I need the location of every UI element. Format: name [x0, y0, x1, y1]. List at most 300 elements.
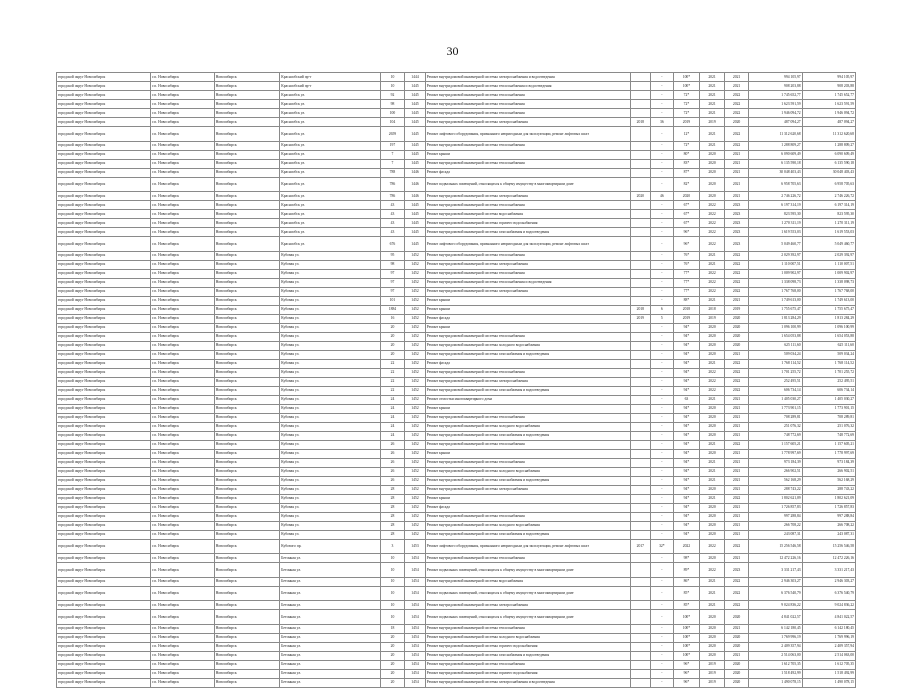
- cell-y1: 2021: [700, 467, 725, 476]
- table-row: [57, 296, 856, 305]
- cell-y1: 2019: [700, 660, 725, 669]
- cell-region: Новосибирск: [214, 210, 280, 219]
- cell-cost1: 6 090 609,49: [749, 150, 802, 159]
- cell-work: Ремонт крыши: [425, 296, 630, 305]
- cell-house: 20: [380, 678, 405, 687]
- cell-year-a: [630, 386, 650, 395]
- cell-house: 100: [380, 109, 405, 118]
- cell-district: городской округ Новосибирск: [57, 610, 151, 625]
- cell-y1: 2019: [700, 314, 725, 323]
- cell-pct: 76*: [673, 260, 700, 269]
- cell-col-dash: -: [651, 332, 674, 341]
- cell-district: городской округ Новосибирск: [57, 503, 151, 512]
- cell-cost2: 1 745 652,77: [802, 91, 855, 100]
- cell-pct: 94*: [673, 431, 700, 440]
- cell-y2: 2023: [724, 563, 749, 578]
- cell-pct: 96*: [673, 660, 700, 669]
- cell-cost2: 1 726 857,83: [802, 503, 855, 512]
- cell-pct: 96*: [673, 237, 700, 252]
- cell-work: Ремонт внутридомовой инженерной системы электроснабжения: [425, 485, 630, 494]
- cell-col-dash: -: [651, 168, 674, 177]
- cell-work: Ремонт внутридомовой инженерной системы электроснабжения: [425, 601, 630, 610]
- cell-district: городской округ Новосибирск: [57, 109, 151, 118]
- cell-year-a: [630, 624, 650, 633]
- cell-cost1: 266 902,51: [749, 467, 802, 476]
- cell-code: 1452: [405, 350, 425, 359]
- cell-y1: 2020: [700, 512, 725, 521]
- cell-region: Новосибирск: [214, 237, 280, 252]
- cell-cost1: 2 514 063,00: [749, 651, 802, 660]
- cell-y1: 2020: [700, 633, 725, 642]
- cell-col-dash: -: [651, 577, 674, 586]
- table-row: [57, 341, 856, 350]
- cell-district: городской округ Новосибирск: [57, 350, 151, 359]
- cell-district: городской округ Новосибирск: [57, 168, 151, 177]
- cell-cost2: 266 708,22: [802, 521, 855, 530]
- table-row: [57, 395, 856, 404]
- cell-house: 26: [380, 458, 405, 467]
- cell-region: Новосибирск: [214, 100, 280, 109]
- cell-code: 1452: [405, 458, 425, 467]
- cell-y1: 2021: [700, 91, 725, 100]
- cell-y2: 2021: [724, 177, 749, 192]
- table-row: [57, 413, 856, 422]
- cell-work: Ремонт внутридомовой инженерной системы теплоснабжения: [425, 554, 630, 563]
- cell-col-dash: -: [651, 586, 674, 601]
- cell-code: 1454: [405, 610, 425, 625]
- cell-street: Краснообск ул.: [280, 127, 380, 142]
- cell-locality: г.п. Новосибирск: [151, 323, 215, 332]
- cell-work: Ремонт внутридомовой инженерной системы водоснабжения: [425, 210, 630, 219]
- cell-work: Ремонт лифтового оборудования, признанного непригодным для эксплуатации, ремонт лифтовых шахт: [425, 237, 630, 252]
- cell-pct: 94*: [673, 467, 700, 476]
- cell-y1: 2018: [700, 305, 725, 314]
- cell-y2: 2019: [724, 305, 749, 314]
- cell-region: Новосибирск: [214, 521, 280, 530]
- cell-code: 1445: [405, 141, 425, 150]
- cell-year-a: [630, 431, 650, 440]
- cell-cost2: 6 142 180,45: [802, 624, 855, 633]
- cell-code: 1452: [405, 503, 425, 512]
- cell-cost2: 2 514 063,00: [802, 651, 855, 660]
- cell-street: Кубовая ул.: [280, 512, 380, 521]
- cell-region: Новосибирск: [214, 431, 280, 440]
- cell-cost1: 2 746 226,72: [749, 192, 802, 201]
- cell-code: 1452: [405, 521, 425, 530]
- cell-y1: 2021: [700, 82, 725, 91]
- cell-region: Новосибирск: [214, 141, 280, 150]
- cell-street: Кубовая ул.: [280, 521, 380, 530]
- cell-y1: 2022: [700, 237, 725, 252]
- cell-district: городской округ Новосибирск: [57, 467, 151, 476]
- cell-pct: 82*: [673, 177, 700, 192]
- cell-year-a: [630, 660, 650, 669]
- cell-house: 788: [380, 168, 405, 177]
- cell-y2: 2020: [724, 314, 749, 323]
- cell-street: Кубовая ул.: [280, 323, 380, 332]
- cell-col-dash: -: [651, 678, 674, 687]
- cell-locality: г.п. Новосибирск: [151, 127, 215, 142]
- cell-y1: 2021: [700, 100, 725, 109]
- cell-col-dash: -: [651, 660, 674, 669]
- cell-y2: 2022: [724, 100, 749, 109]
- cell-pct: 94*: [673, 413, 700, 422]
- table-row: [57, 228, 856, 237]
- cell-region: Новосибирск: [214, 503, 280, 512]
- cell-cost2: 1 778 997,69: [802, 449, 855, 458]
- cell-y2: 2021: [724, 512, 749, 521]
- cell-cost2: 1 946 094,72: [802, 109, 855, 118]
- cell-col-dash: -: [651, 368, 674, 377]
- cell-locality: г.п. Новосибирск: [151, 563, 215, 578]
- cell-street: Кубовая ул.: [280, 251, 380, 260]
- cell-street: Кубовая ул.: [280, 314, 380, 323]
- cell-year-a: [630, 177, 650, 192]
- table-row: [57, 100, 856, 109]
- cell-district: городской округ Новосибирск: [57, 431, 151, 440]
- cell-y1: 2020: [700, 323, 725, 332]
- cell-y1: 2020: [700, 413, 725, 422]
- cell-district: городской округ Новосибирск: [57, 539, 151, 554]
- cell-district: городской округ Новосибирск: [57, 278, 151, 287]
- cell-year-a: 2018: [630, 118, 650, 127]
- cell-district: городской округ Новосибирск: [57, 359, 151, 368]
- cell-year-a: [630, 377, 650, 386]
- cell-work: Ремонт внутридомовой инженерной системы электроснабжения: [425, 192, 630, 201]
- cell-locality: г.п. Новосибирск: [151, 296, 215, 305]
- cell-y2: 2021: [724, 503, 749, 512]
- cell-pct: 100*: [673, 633, 700, 642]
- cell-cost2: 1 096 100,99: [802, 323, 855, 332]
- cell-house: 22: [380, 368, 405, 377]
- cell-pct: 94*: [673, 476, 700, 485]
- cell-pct: 85*: [673, 586, 700, 601]
- cell-locality: г.п. Новосибирск: [151, 601, 215, 610]
- cell-locality: г.п. Новосибирск: [151, 100, 215, 109]
- cell-y2: 2021: [724, 530, 749, 539]
- cell-locality: г.п. Новосибирск: [151, 395, 215, 404]
- cell-region: Новосибирск: [214, 287, 280, 296]
- cell-code: 1454: [405, 669, 425, 678]
- cell-col-dash: -: [651, 467, 674, 476]
- cell-col-dash: -: [651, 82, 674, 91]
- cell-cost2: 1 157 605,21: [802, 440, 855, 449]
- cell-street: Бетонная ул.: [280, 651, 380, 660]
- cell-code: 1452: [405, 359, 425, 368]
- cell-cost1: 6 958 705,63: [749, 177, 802, 192]
- cell-y2: 2020: [724, 610, 749, 625]
- cell-code: 1452: [405, 332, 425, 341]
- cell-house: 28: [380, 512, 405, 521]
- cell-region: Новосибирск: [214, 395, 280, 404]
- cell-work: Ремонт подвальных помещений, относящихся к общему имуществу в многоквартирном доме: [425, 177, 630, 192]
- table-row: [57, 141, 856, 150]
- cell-region: Новосибирск: [214, 228, 280, 237]
- cell-pct: 96*: [673, 228, 700, 237]
- cell-street: Бетонная ул.: [280, 610, 380, 625]
- table-row: [57, 610, 856, 625]
- cell-house: 20: [380, 642, 405, 651]
- cell-house: 197: [380, 141, 405, 150]
- cell-cost1: 748 772,69: [749, 431, 802, 440]
- cell-district: городской округ Новосибирск: [57, 377, 151, 386]
- cell-code: 1452: [405, 404, 425, 413]
- cell-year-a: [630, 159, 650, 168]
- table-row: [57, 651, 856, 660]
- cell-house: 1884: [380, 305, 405, 314]
- cell-district: городской округ Новосибирск: [57, 651, 151, 660]
- cell-col-dash: -: [651, 386, 674, 395]
- cell-locality: г.п. Новосибирск: [151, 413, 215, 422]
- cell-locality: г.п. Новосибирск: [151, 610, 215, 625]
- cell-cost2: 1 338 098,73: [802, 278, 855, 287]
- cell-cost1: 1 769 996,19: [749, 633, 802, 642]
- cell-district: городской округ Новосибирск: [57, 323, 151, 332]
- cell-col-dash: -: [651, 341, 674, 350]
- table-row: [57, 431, 856, 440]
- cell-code: 1452: [405, 368, 425, 377]
- cell-year-a: [630, 563, 650, 578]
- cell-district: городской округ Новосибирск: [57, 449, 151, 458]
- cell-locality: г.п. Новосибирск: [151, 494, 215, 503]
- cell-y2: 2021: [724, 150, 749, 159]
- cell-work: Ремонт внутридомовой инженерной системы горячего водоснабжения: [425, 642, 630, 651]
- cell-year-a: [630, 350, 650, 359]
- cell-street: Бетонная ул.: [280, 660, 380, 669]
- cell-y1: 2021: [700, 577, 725, 586]
- cell-year-a: [630, 73, 650, 82]
- cell-year-a: [630, 150, 650, 159]
- cell-y1: 2022: [700, 219, 725, 228]
- cell-code: 1452: [405, 395, 425, 404]
- cell-y2: 2023: [724, 228, 749, 237]
- cell-cost1: 1 946 094,72: [749, 109, 802, 118]
- cell-pct: 88*: [673, 296, 700, 305]
- cell-district: городской округ Новосибирск: [57, 485, 151, 494]
- cell-year-a: [630, 368, 650, 377]
- cell-y1: 2022: [700, 563, 725, 578]
- cell-y2: 2022: [724, 601, 749, 610]
- cell-locality: г.п. Новосибирск: [151, 73, 215, 82]
- cell-y2: 2021: [724, 395, 749, 404]
- cell-year-a: [630, 296, 650, 305]
- cell-code: 1445: [405, 109, 425, 118]
- cell-locality: г.п. Новосибирск: [151, 669, 215, 678]
- cell-work: Ремонт внутридомовой инженерной системы теплоснабжения: [425, 660, 630, 669]
- cell-year-a: [630, 530, 650, 539]
- cell-col-dash: -: [651, 219, 674, 228]
- table-row: [57, 530, 856, 539]
- cell-region: Новосибирск: [214, 512, 280, 521]
- cell-district: городской округ Новосибирск: [57, 260, 151, 269]
- cell-pct: 76*: [673, 251, 700, 260]
- cell-house: 20: [380, 350, 405, 359]
- cell-code: 1446: [405, 168, 425, 177]
- table-row: [57, 624, 856, 633]
- cell-district: городской округ Новосибирск: [57, 305, 151, 314]
- cell-district: городской округ Новосибирск: [57, 586, 151, 601]
- cell-y1: 2022: [700, 386, 725, 395]
- cell-region: Новосибирск: [214, 314, 280, 323]
- cell-y1: 2022: [700, 287, 725, 296]
- cell-work: Ремонт внутридомовой инженерной системы холодного водоснабжения: [425, 341, 630, 350]
- cell-work: Ремонт внутридомовой инженерной системы электроснабжения: [425, 118, 630, 127]
- table-row: [57, 159, 856, 168]
- cell-year-a: [630, 422, 650, 431]
- cell-year-a: [630, 651, 650, 660]
- cell-house: 97: [380, 269, 405, 278]
- cell-locality: г.п. Новосибирск: [151, 341, 215, 350]
- cell-col-dash: -: [651, 633, 674, 642]
- cell-street: Кубового пр.: [280, 539, 380, 554]
- cell-code: 1454: [405, 577, 425, 586]
- cell-cost1: 15 256 546,58: [749, 539, 802, 554]
- cell-cost2: 1 769 996,19: [802, 633, 855, 642]
- cell-cost1: 288 743,22: [749, 485, 802, 494]
- table-row: [57, 91, 856, 100]
- cell-locality: г.п. Новосибирск: [151, 260, 215, 269]
- cell-locality: г.п. Новосибирск: [151, 150, 215, 159]
- cell-house: 28: [380, 530, 405, 539]
- cell-work: Ремонт лифтового оборудования, признанного непригодным для эксплуатации, ремонт лифтовых шахт: [425, 539, 630, 554]
- cell-cost1: 5 049 460,77: [749, 237, 802, 252]
- cell-cost1: 1 773 901,15: [749, 404, 802, 413]
- cell-cost2: 2 946 303,27: [802, 577, 855, 586]
- cell-cost2: 251 076,32: [802, 422, 855, 431]
- cell-house: 28: [380, 494, 405, 503]
- cell-house: 97: [380, 278, 405, 287]
- cell-y1: 2019: [700, 678, 725, 687]
- cell-cost2: 2 746 226,72: [802, 192, 855, 201]
- cell-region: Новосибирск: [214, 260, 280, 269]
- cell-cost2: 708 289,81: [802, 413, 855, 422]
- cell-cost1: 1 288 809,27: [749, 141, 802, 150]
- cell-pct: 72*: [673, 91, 700, 100]
- cell-street: Краснообск ул.: [280, 109, 380, 118]
- cell-code: 1452: [405, 476, 425, 485]
- cell-street: Кубовая ул.: [280, 467, 380, 476]
- cell-y2: 2022: [724, 386, 749, 395]
- cell-house: 43: [380, 210, 405, 219]
- cell-pct: 67*: [673, 201, 700, 210]
- cell-district: городской округ Новосибирск: [57, 633, 151, 642]
- cell-cost1: 1 768 114,52: [749, 359, 802, 368]
- cell-district: городской округ Новосибирск: [57, 642, 151, 651]
- cell-locality: г.п. Новосибирск: [151, 476, 215, 485]
- cell-region: Новосибирск: [214, 651, 280, 660]
- cell-district: городской округ Новосибирск: [57, 554, 151, 563]
- cell-street: Кубовая ул.: [280, 494, 380, 503]
- cell-work: Ремонт подвальных помещений, относящихся к общему имуществу в многоквартирном доме: [425, 610, 630, 625]
- cell-code: 1452: [405, 260, 425, 269]
- cell-house: 786: [380, 177, 405, 192]
- cell-house: 92: [380, 91, 405, 100]
- cell-street: Бетонная ул.: [280, 586, 380, 601]
- cell-locality: г.п. Новосибирск: [151, 660, 215, 669]
- cell-house: 26: [380, 467, 405, 476]
- cell-y2: 2020: [724, 633, 749, 642]
- cell-locality: г.п. Новосибирск: [151, 82, 215, 91]
- table-row: [57, 485, 856, 494]
- cell-col-dash: -: [651, 610, 674, 625]
- cell-house: 28: [380, 503, 405, 512]
- cell-street: Краснообск ул.: [280, 219, 380, 228]
- cell-y2: 2022: [724, 91, 749, 100]
- cell-code: 1452: [405, 251, 425, 260]
- cell-work: Ремонт внутридомовой инженерной системы электроснабжения и водоотведения: [425, 678, 630, 687]
- cell-code: 1452: [405, 467, 425, 476]
- cell-locality: г.п. Новосибирск: [151, 633, 215, 642]
- cell-pct: 98*: [673, 554, 700, 563]
- cell-district: городской округ Новосибирск: [57, 476, 151, 485]
- cell-house: 10: [380, 82, 405, 91]
- cell-year-a: [630, 82, 650, 91]
- cell-district: городской округ Новосибирск: [57, 82, 151, 91]
- cell-col-dash: -: [651, 377, 674, 386]
- cell-col-dash: -: [651, 359, 674, 368]
- table-row: [57, 521, 856, 530]
- cell-col-dash: -: [651, 260, 674, 269]
- table-row: [57, 323, 856, 332]
- cell-house: 22: [380, 377, 405, 386]
- table-row: [57, 563, 856, 578]
- cell-year-a: [630, 332, 650, 341]
- cell-cost1: 252 495,51: [749, 377, 802, 386]
- cell-col-dash: 46: [651, 192, 674, 201]
- cell-work: Ремонт крыши: [425, 494, 630, 503]
- cell-cost2: 509 034,24: [802, 350, 855, 359]
- cell-house: 18: [380, 624, 405, 633]
- table-row: [57, 422, 856, 431]
- cell-cost1: 9 024 836,22: [749, 601, 802, 610]
- cell-col-dash: 36: [651, 118, 674, 127]
- cell-house: 2659: [380, 127, 405, 142]
- cell-y1: 2021: [700, 141, 725, 150]
- cell-region: Новосибирск: [214, 449, 280, 458]
- cell-pct: 2019: [673, 118, 700, 127]
- cell-street: Бетонная ул.: [280, 563, 380, 578]
- cell-district: городской округ Новосибирск: [57, 177, 151, 192]
- cell-y2: 2021: [724, 651, 749, 660]
- cell-y1: 2020: [700, 554, 725, 563]
- cell-year-a: [630, 610, 650, 625]
- cell-year-a: [630, 395, 650, 404]
- cell-street: Краснообский пр-т: [280, 73, 380, 82]
- cell-district: городской округ Новосибирск: [57, 192, 151, 201]
- cell-district: городской округ Новосибирск: [57, 404, 151, 413]
- cell-house: 20: [380, 323, 405, 332]
- cell-y2: 2022: [724, 278, 749, 287]
- cell-work: Ремонт внутридомовой инженерной системы теплоснабжения: [425, 100, 630, 109]
- cell-y2: 2023: [724, 237, 749, 252]
- cell-region: Новосибирск: [214, 467, 280, 476]
- cell-year-a: 2017: [630, 539, 650, 554]
- cell-work: Ремонт внутридомовой инженерной системы газоснабжения и водоотведения: [425, 228, 630, 237]
- cell-y1: 2021: [700, 601, 725, 610]
- cell-cost2: 266 902,51: [802, 467, 855, 476]
- cell-cost2: 2 029 392,97: [802, 251, 855, 260]
- cell-y1: 2022: [700, 201, 725, 210]
- cell-cost2: 997 288,84: [802, 512, 855, 521]
- cell-house: 95: [380, 251, 405, 260]
- cell-y1: 2021: [700, 73, 725, 82]
- cell-pct: 94*: [673, 332, 700, 341]
- cell-cost1: 2 029 392,97: [749, 251, 802, 260]
- cell-year-a: [630, 669, 650, 678]
- cell-cost2: 6 197 314,19: [802, 201, 855, 210]
- cell-y2: 2023: [724, 201, 749, 210]
- cell-code: 1452: [405, 341, 425, 350]
